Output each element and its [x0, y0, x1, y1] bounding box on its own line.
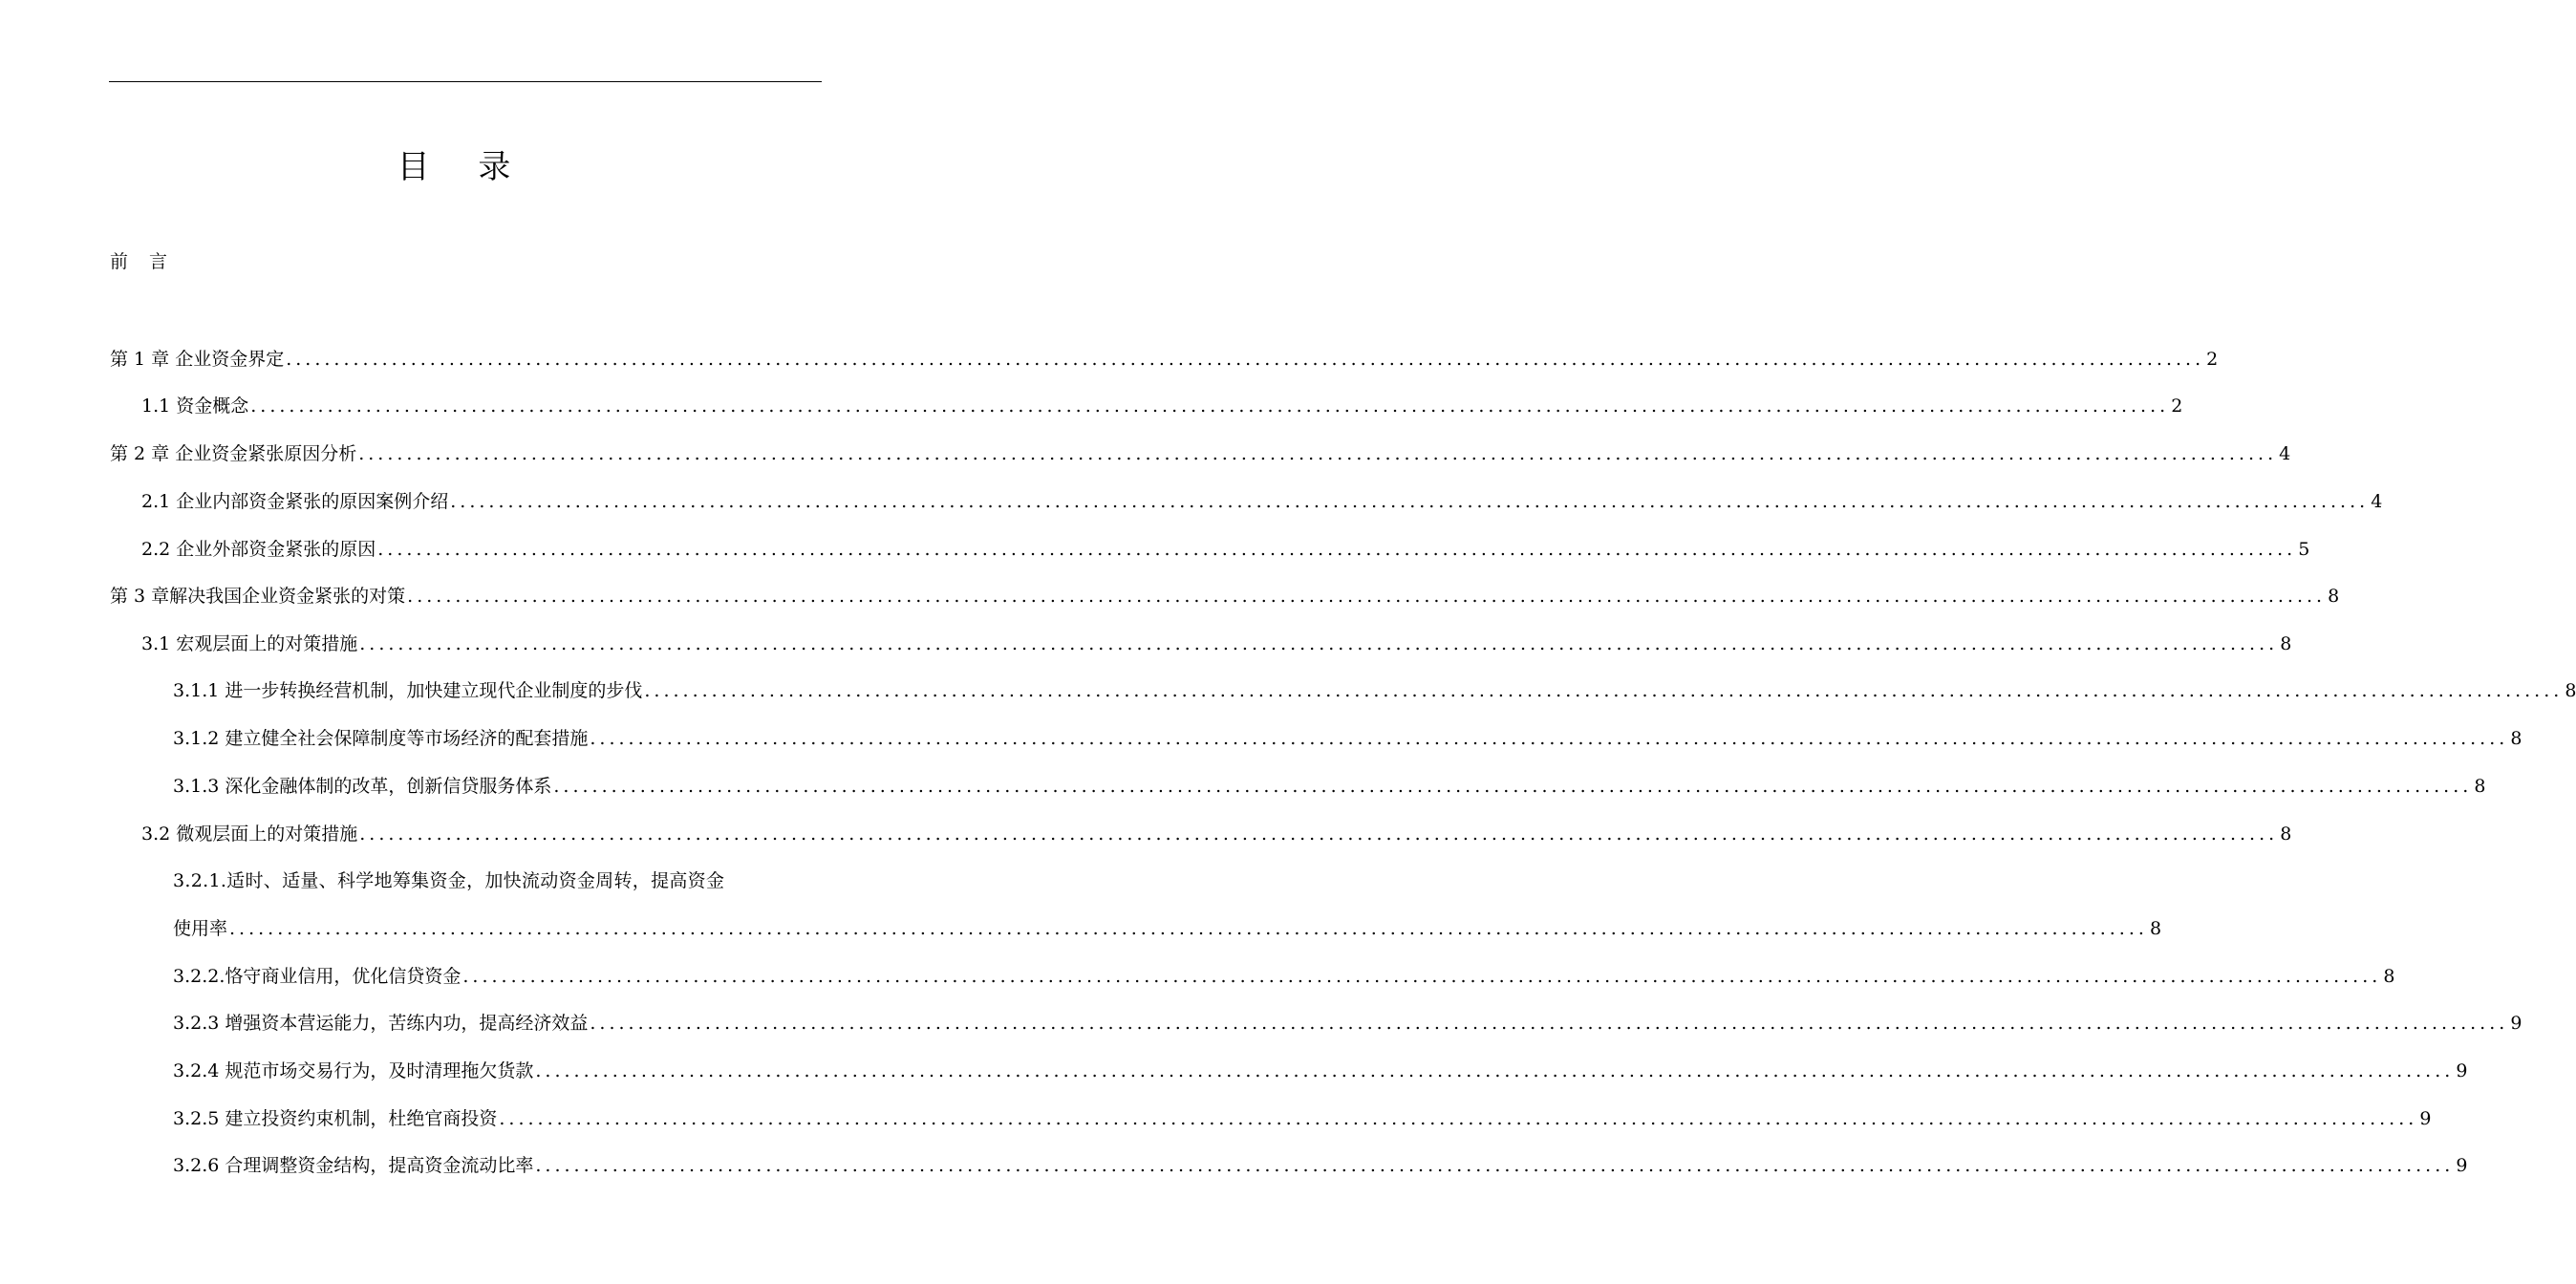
toc-leader-dots: ........................................................................................................................................................................................................ — [462, 966, 2382, 987]
toc-entry-page: 4 — [2371, 491, 2383, 512]
toc-entry-page: 2 — [2171, 396, 2183, 417]
toc-entry-text: 3.2.4 规范市场交易行为，及时清理拖欠货款 — [173, 1060, 534, 1081]
toc-leader-dots: ........................................................................................................................................................................................................ — [250, 396, 2170, 417]
toc-entry-section-3-1-1[interactable] — [173, 675, 2576, 704]
toc-entry-text: 3.1.1 进一步转换经营机制，加快建立现代企业制度的步伐 — [173, 680, 643, 701]
toc-entry-section-3-2-5[interactable] — [173, 1103, 2432, 1132]
toc-leader-dots: ........................................................................................................................................................................................................ — [535, 1060, 2455, 1081]
toc-entry-page: 8 — [2383, 966, 2395, 987]
toc-entry-chapter-2[interactable] — [110, 439, 2291, 467]
toc-leader-dots: ........................................................................................................................................................................................................ — [359, 824, 2279, 845]
toc-entry-chapter-1[interactable] — [110, 344, 2219, 373]
toc-entry-section-3-1-3[interactable] — [173, 771, 2486, 800]
toc-entry-page: 2 — [2206, 349, 2219, 370]
toc-entry-text: 3.2.6 合理调整资金结构，提高资金流动比率 — [173, 1155, 534, 1176]
toc-leader-dots: ........................................................................................................................................................................................................ — [229, 918, 2148, 939]
toc-entry-text: 第 1 章 企业资金界定 — [110, 349, 285, 370]
toc-leader-dots: ........................................................................................................................................................................................................ — [286, 349, 2205, 370]
toc-entry-page: 8 — [2474, 776, 2486, 797]
toc-leader-dots: ........................................................................................................................................................................................................ — [450, 491, 2370, 512]
toc-entry-section-3-2-3[interactable] — [173, 1008, 2522, 1037]
toc-entry-text: 3.2.3 增强资本营运能力，苦练内功，提高经济效益 — [173, 1013, 589, 1034]
toc-leader-dots: ........................................................................................................................................................................................................ — [590, 1013, 2509, 1034]
toc-entry-page: 4 — [2279, 443, 2291, 464]
toc-leader-dots: ........................................................................................................................................................................................................ — [590, 728, 2509, 749]
toc-entry-text: 3.2.2.恪守商业信用，优化信贷资金 — [173, 966, 462, 987]
toc-entry-section-3-2-1[interactable] — [173, 866, 821, 894]
toc-leader-dots: ........................................................................................................................................................................................................ — [553, 776, 2473, 797]
toc-entry-text: 1.1 资金概念 — [141, 396, 249, 417]
toc-entry-page: 9 — [2456, 1060, 2468, 1081]
toc-entry-section-2-2[interactable] — [141, 534, 2310, 563]
toc-leader-dots: ........................................................................................................................................................................................................ — [359, 633, 2279, 654]
toc-entry-text: 第 2 章 企业资金紧张原因分析 — [110, 443, 357, 464]
toc-entry-page: 9 — [2510, 1013, 2522, 1034]
toc-entry-page: 8 — [2328, 586, 2340, 607]
toc-entry-page: 8 — [2280, 633, 2292, 654]
toc-leader-dots: ........................................................................................................................................................................................................ — [644, 680, 2564, 701]
toc-entry-section-3-2[interactable] — [141, 819, 2292, 847]
toc-entry-page: 8 — [2280, 824, 2292, 845]
page-title: 目 录 — [397, 148, 530, 186]
toc-entry-text: 2.1 企业内部资金紧张的原因案例介绍 — [141, 491, 449, 512]
toc-preface: 前 言 — [110, 251, 176, 272]
toc-entry-section-2-1[interactable] — [141, 486, 2383, 515]
toc-entry-section-1-1[interactable] — [141, 391, 2183, 419]
toc-entry-page: 5 — [2298, 539, 2310, 560]
toc-entry-section-3-2-6[interactable] — [173, 1150, 2468, 1179]
toc-entry-text: 第 3 章解决我国企业资金紧张的对策 — [110, 586, 406, 607]
toc-entry-section-3-2-4[interactable] — [173, 1056, 2468, 1084]
toc-entry-section-3-2-2[interactable] — [173, 961, 2395, 990]
toc-entry-page: 8 — [2565, 680, 2576, 701]
toc-leader-dots: ........................................................................................................................................................................................................ — [377, 539, 2297, 560]
toc-leader-dots: ........................................................................................................................................................................................................ — [535, 1155, 2455, 1176]
toc-entry-text: 使用率 — [173, 918, 228, 939]
toc-leader-dots: ........................................................................................................................................................................................................ — [358, 443, 2278, 464]
toc-entry-text: 3.1.2 建立健全社会保障制度等市场经济的配套措施 — [173, 728, 589, 749]
toc-entry-page: 8 — [2149, 918, 2162, 939]
toc-entry-section-3-1-2[interactable] — [173, 723, 2522, 752]
toc-entry-text: 3.1 宏观层面上的对策措施 — [141, 633, 358, 654]
toc-entry-section-3-2-1-continued[interactable] — [173, 913, 2162, 942]
header-rule — [109, 81, 822, 82]
toc-entry-text: 3.2.1.适时、适量、科学地筹集资金，加快流动资金周转，提高资金 — [173, 870, 725, 891]
toc-leader-dots: ........................................................................................................................................................................................................ — [499, 1108, 2418, 1129]
toc-entry-text: 2.2 企业外部资金紧张的原因 — [141, 539, 376, 560]
toc-entry-page: 9 — [2456, 1155, 2468, 1176]
toc-leader-dots: ........................................................................................................................................................................................................ — [407, 586, 2327, 607]
toc-entry-chapter-3[interactable] — [110, 581, 2340, 610]
toc-entry-section-3-1[interactable] — [141, 629, 2292, 657]
toc-entry-text: 3.1.3 深化金融体制的改革，创新信贷服务体系 — [173, 776, 552, 797]
toc-entry-page: 9 — [2419, 1108, 2432, 1129]
toc-entry-text: 3.2 微观层面上的对策措施 — [141, 824, 358, 845]
toc-entry-text: 3.2.5 建立投资约束机制，杜绝官商投资 — [173, 1108, 498, 1129]
toc-entry-page: 8 — [2510, 728, 2522, 749]
